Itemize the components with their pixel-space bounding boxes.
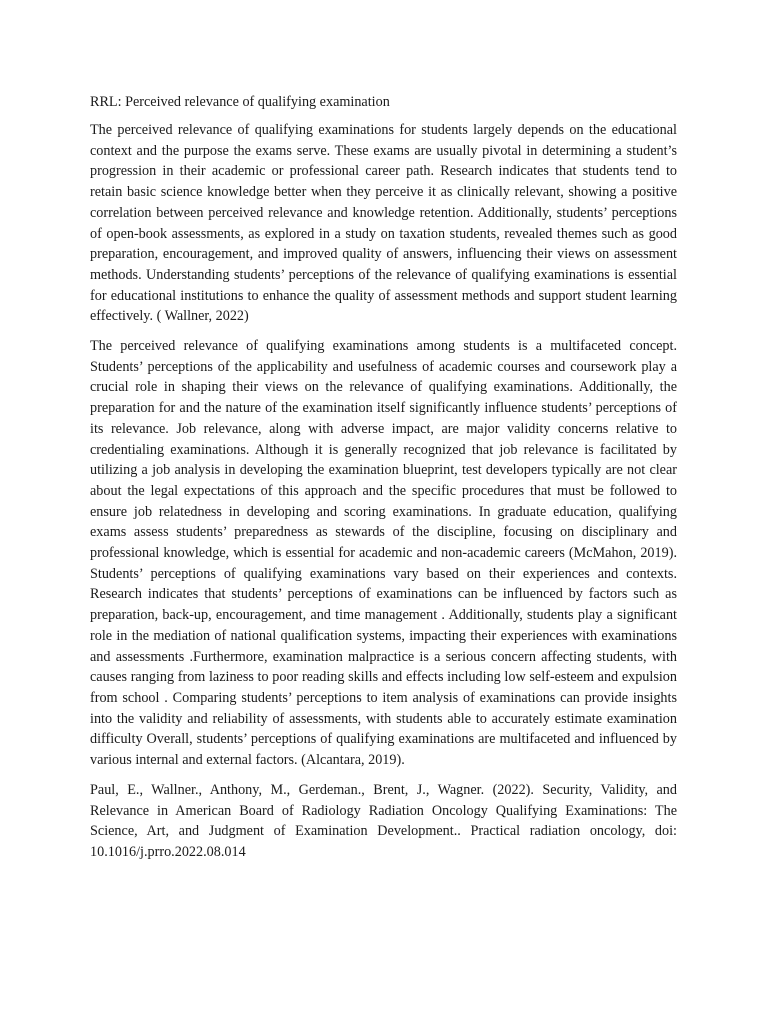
paragraph-2: The perceived relevance of qualifying examinations among students is a multifaceted concept. Students’ perceptions of the applicability and usefulness of academic courses and coursework play a crucial role in shaping their views on the relevance of qualifying examinations. Additionally, the preparation for and the nature of the examination itself significantly influence students’ perceptions of its relevance. Job relevance, along with adverse impact, are major validity concerns relative to credentialing examinations. Although it is generally recognized that job relevance is facilitated by utilizing a job analysis in developing the examination blueprint, test developers typically are not clear about the legal expectations of this approach and the specific procedures that must be followed to ensure job relatedness in developing and scoring examinations. In graduate education, qualifying exams assess students’ preparedness as stewards of the discipline, focusing on disciplinary and professional knowledge, which is essential for academic and non-academic careers (McMahon, 2019). Students’ perceptions of qualifying examinations vary based on their experiences and contexts. Research indicates that students’ perceptions of examinations can be influenced by factors such as preparation, back-up, encouragement, and time management . Additionally, students play a significant role in the mediation of national qualification systems, impacting their experiences with examinations and assessments .Furthermore, examination malpractice is a serious concern affecting students, with causes ranging from laziness to poor reading skills and effects including low self-esteem and expulsion from school . Comparing students’ perceptions to item analysis of examinations can provide insights into the validity and reliability of assessments, with students able to accurately estimate examination difficulty Overall, students’ perceptions of qualifying examinations are multifaceted and influenced by various internal and external factors. (Alcantara, 2019).: [90, 338, 677, 769]
paragraph-1: The perceived relevance of qualifying examinations for students largely depends on the educational context and the purpose the exams serve. These exams are usually pivotal in determining a student’s progression in their academic or professional career path. Research indicates that students tend to retain basic science knowledge better when they perceive it as clinically relevant, showing a positive correlation between perceived relevance and knowledge retention. Additionally, students’ perceptions of open-book assessments, as explored in a study on taxation students, revealed themes such as good preparation, encouragement, and improved quality of answers, influencing their views on assessment methods. Understanding students’ perceptions of the relevance of qualifying examinations is essential for educational institutions to enhance the quality of assessment methods and support student learning effectively. ( Wallner, 2022): [90, 122, 677, 325]
document-page: [90, 92, 677, 863]
document-heading: RRL: Perceived relevance of qualifying examination: [90, 94, 390, 110]
reference-entry: Paul, E., Wallner., Anthony, M., Gerdeman., Brent, J., Wagner. (2022). Security, Validity, and Relevance in American Board of Radiology Radiation Oncology Qualifying Examinations: The Science, Art, and Judgment of Examination Development.. Practical radiation oncology, doi: 10.1016/j.prro.2022.08.014: [90, 781, 677, 860]
